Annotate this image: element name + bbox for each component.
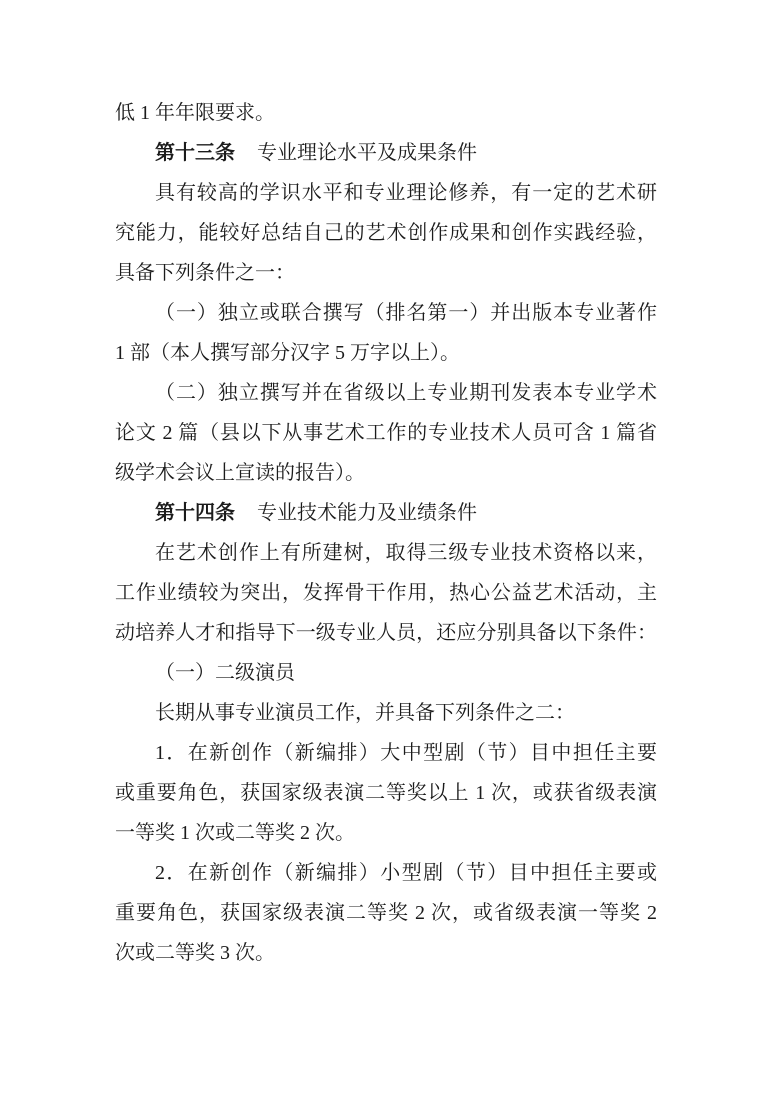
paragraph [115, 93, 657, 133]
text-line: 究能力，能较好总结自己的艺术创作成果和创作实践经验， [115, 222, 657, 244]
text-line: 1．在新创作（新编排）大中型剧（节）目中担任主要 [155, 742, 657, 764]
paragraph [115, 293, 657, 373]
text-line [115, 133, 657, 173]
text-line: （一）独立或联合撰写（排名第一）并出版本专业著作 [155, 302, 657, 324]
text-line: 长期从事专业演员工作，并具备下列条件之二： [155, 702, 575, 724]
article-heading [115, 133, 657, 173]
text-line [115, 493, 657, 533]
text-line: （一）二级演员 [155, 662, 295, 684]
text-line: 具有较高的学识水平和专业理论修养，有一定的艺术研 [155, 182, 657, 204]
paragraph [115, 693, 657, 733]
text-line: 具备下列条件之一： [115, 262, 295, 284]
paragraph [115, 853, 657, 973]
paragraph [115, 373, 657, 493]
text-line: 级学术会议上宣读的报告）。 [115, 462, 365, 484]
text-line: 2．在新创作（新编排）小型剧（节）目中担任主要或 [155, 862, 657, 884]
text-line: 在艺术创作上有所建树，取得三级专业技术资格以来， [155, 542, 657, 564]
paragraph [115, 173, 657, 293]
text-line: 1 部（本人撰写部分汉字 5 万字以上）。 [115, 342, 460, 364]
text-line: 低 1 年年限要求。 [115, 102, 275, 124]
paragraph [115, 653, 657, 693]
text-line: 或重要角色，获国家级表演二等奖以上 1 次，或获省级表演 [115, 782, 657, 804]
article-heading [115, 493, 657, 533]
article-title: 专业理论水平及成果条件 [257, 142, 477, 164]
text-line: 重要角色，获国家级表演二等奖 2 次，或省级表演一等奖 2 [115, 902, 657, 924]
article-number: 第十四条 [155, 502, 235, 524]
paragraph [115, 733, 657, 853]
paragraph [115, 533, 657, 653]
page-content [115, 93, 657, 973]
text-line: 论文 2 篇（县以下从事艺术工作的专业技术人员可含 1 篇省 [115, 422, 657, 444]
article-title: 专业技术能力及业绩条件 [257, 502, 477, 524]
article-number: 第十三条 [155, 142, 235, 164]
text-line: 次或二等奖 3 次。 [115, 942, 275, 964]
text-line: 工作业绩较为突出，发挥骨干作用，热心公益艺术活动，主 [115, 582, 657, 604]
text-line: （二）独立撰写并在省级以上专业期刊发表本专业学术 [155, 382, 657, 404]
text-line: 一等奖 1 次或二等奖 2 次。 [115, 822, 355, 844]
text-line: 动培养人才和指导下一级专业人员，还应分别具备以下条件： [115, 622, 657, 644]
